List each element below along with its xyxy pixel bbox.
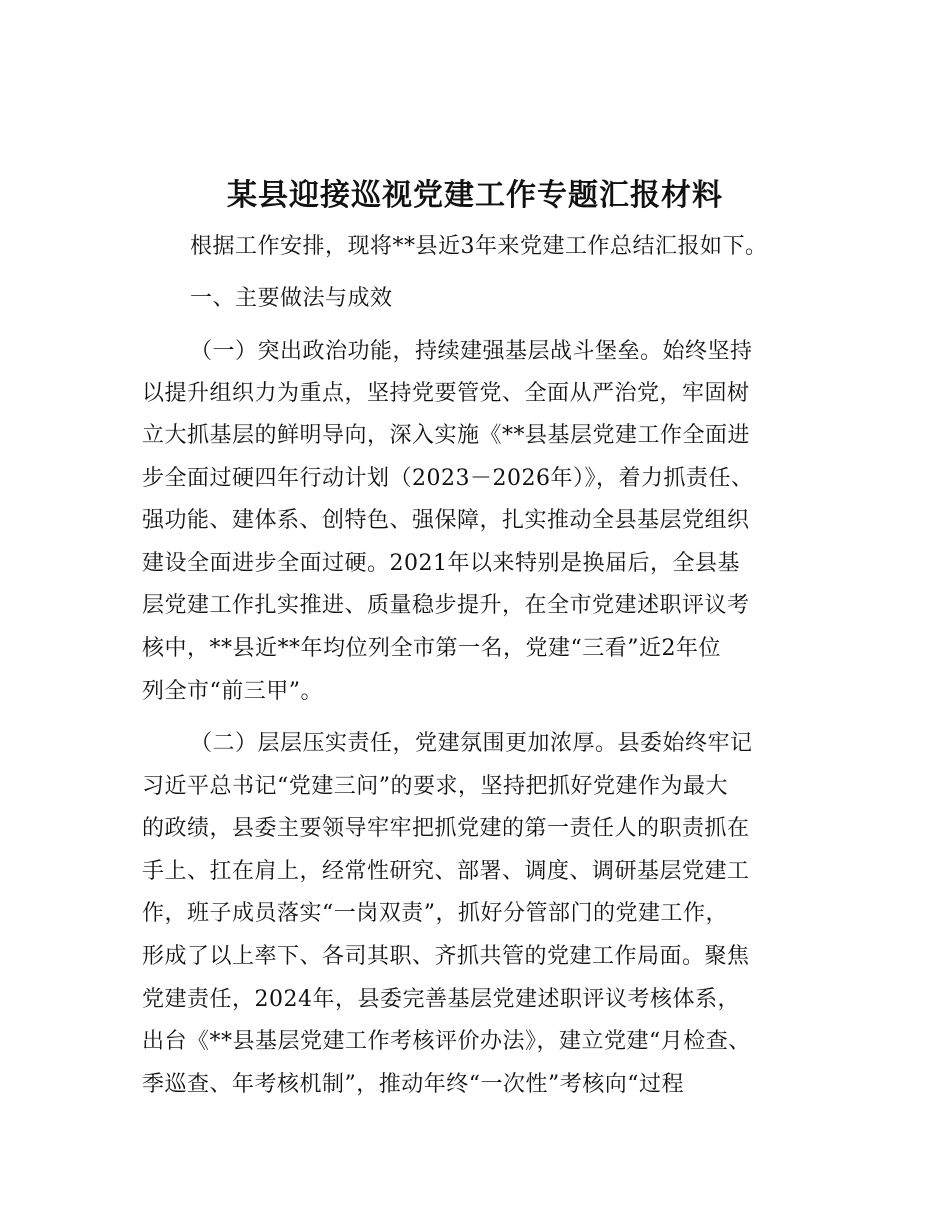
paragraph-line: （二）层层压实责任，党建氛围更加浓厚。县委始终牢记: [190, 731, 753, 756]
paragraph-line: 强功能、建体系、创特色、强保障，扎实推动全县基层党组织: [142, 508, 750, 533]
section-heading: 一、主要做法与成效: [190, 286, 393, 311]
paragraph-line: 以提升组织力为重点，坚持党要管党、全面从严治党，牢固树: [142, 381, 750, 406]
paragraph-line: 党建责任，2024年，县委完善基层党建述职评议考核体系，: [142, 987, 740, 1012]
paragraph-line: 出台《**县基层党建工作考核评价办法》，建立党建“月检查、: [142, 1029, 751, 1054]
paragraph-line: 核中，**县近**年均位列全市第一名，党建“三看”近2年位: [142, 636, 721, 661]
paragraph-line: 步全面过硬四年行动计划（2023－2026年）》，着力抓责任、: [142, 466, 754, 491]
paragraph-line: 习近平总书记“党建三问”的要求，坚持把抓好党建作为最大: [142, 774, 728, 799]
paragraph-line: 层党建工作扎实推进、质量稳步提升，在全市党建述职评议考: [142, 593, 750, 618]
paragraph-line: （一）突出政治功能，持续建强基层战斗堡垒。始终坚持: [190, 339, 753, 364]
paragraph-line: 作，班子成员落实“一岗双责”，抓好分管部门的党建工作，: [142, 901, 728, 926]
intro-paragraph: 根据工作安排，现将**县近3年来党建工作总结汇报如下。: [190, 234, 768, 259]
paragraph-line: 建设全面进步全面过硬。2021年以来特别是换届后，全县基: [142, 551, 740, 576]
paragraph-line: 立大抓基层的鲜明导向，深入实施《**县基层党建工作全面进: [142, 423, 751, 448]
paragraph-line: 季巡查、年考核机制”，推动年终“一次性”考核向“过程: [142, 1072, 684, 1097]
paragraph-line: 形成了以上率下、各司其职、齐抓共管的党建工作局面。聚焦: [142, 944, 750, 969]
document-title: 某县迎接巡视党建工作专题汇报材料: [227, 178, 723, 213]
paragraph-line: 列全市“前三甲”。: [142, 679, 323, 704]
paragraph-line: 的政绩，县委主要领导牢牢把抓党建的第一责任人的职责抓在: [142, 816, 750, 841]
paragraph-line: 手上、扛在肩上，经常性研究、部署、调度、调研基层党建工: [142, 859, 750, 884]
